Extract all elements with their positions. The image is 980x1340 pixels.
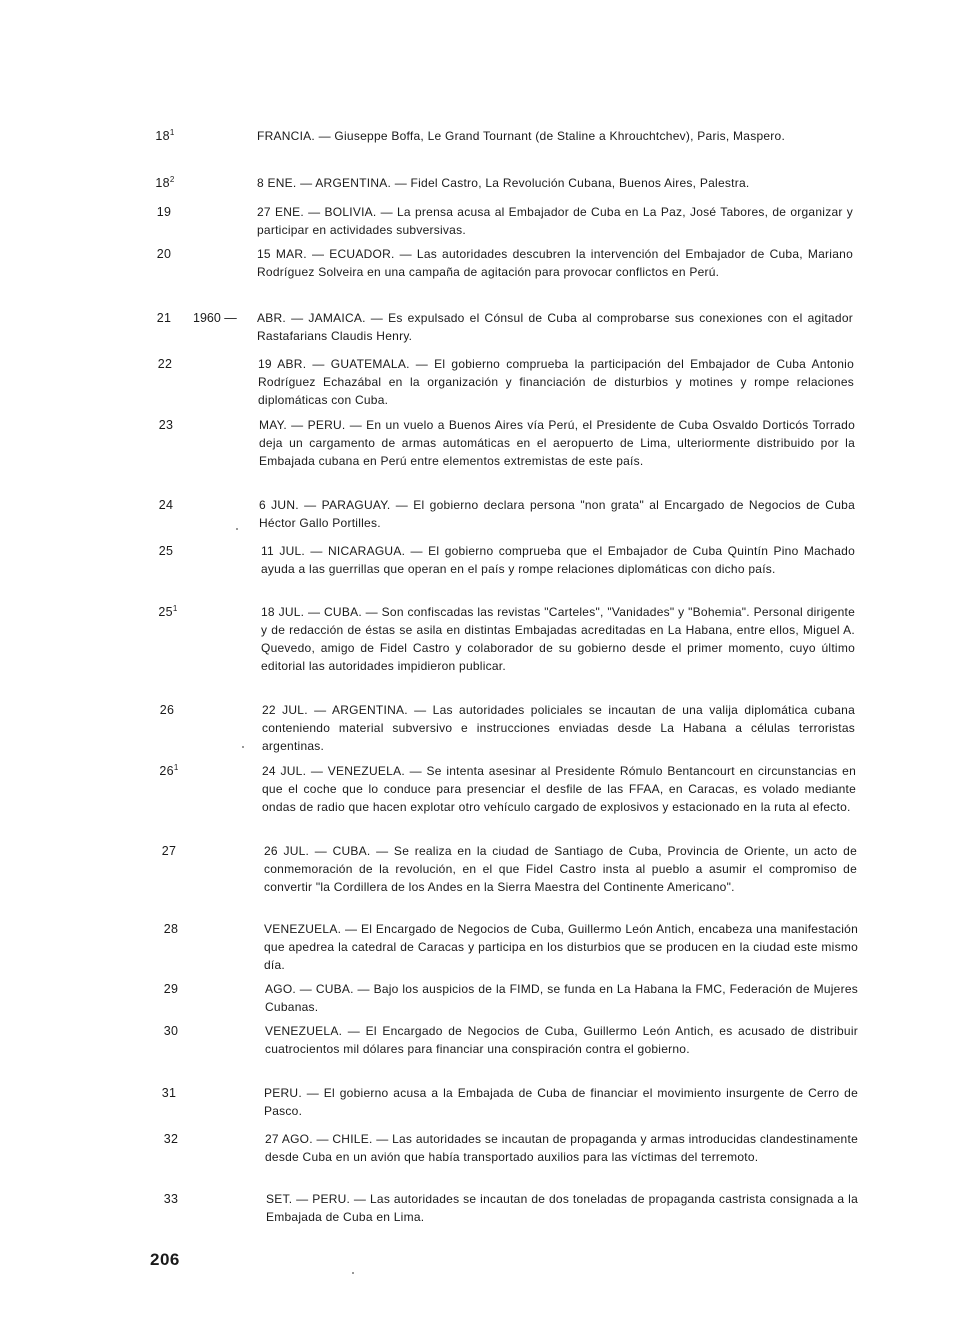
entry-text: 15 MAR. — ECUADOR. — Las autoridades descubren la intervención del Embajador de Cuba, Mariano Rodríguez Solveira en una campaña de agitación para provocar conflictos en Perú.: [257, 247, 853, 279]
entry-number: 25: [158, 544, 174, 558]
entry-year: 1960 —: [193, 311, 237, 325]
entry-text: FRANCIA. — Giuseppe Boffa, Le Grand Tournant (de Staline a Khrouchtchev), Paris, Maspero.: [257, 129, 786, 143]
entry-text: 26 JUL. — CUBA. — Se realiza en la ciudad de Santiago de Cuba, Provincia de Oriente, un acto de conmemoración de la revolución, en el que Fidel Castro insta al pueblo a asumir el compromiso de convertir "la Cordillera de los Andes en la Sierra Maestra del Continente Americano".: [264, 844, 857, 894]
entry-text: 19 ABR. — GUATEMALA. — El gobierno comprueba la participación del Embajador de Cuba Antonio Rodríguez Echazábal en la organización y financiación de disturbios y motines y rompe relaciones diplomáticas con Cuba.: [258, 357, 854, 407]
entry-number: 31: [161, 1086, 177, 1100]
entry-number: 24: [158, 498, 174, 512]
entry-text: PERU. — El gobierno acusa a la Embajada de Cuba de financiar el movimiento insurgente de Cerro de Pasco.: [264, 1086, 858, 1118]
entry-text: 24 JUL. — VENEZUELA. — Se intenta asesinar al Presidente Rómulo Bentancourt en circunstancias en que el coche que lo conduce para presenciar el desfile de las FFAA, en Caracas, es volado mediante ondas de radio que hacen explotar otro vehículo cargado de explosivos y estacionado en la ruta al efecto.: [262, 764, 856, 814]
entry-text: SET. — PERU. — Las autoridades se incautan de dos toneladas de propaganda castrista consignada a la Embajada de Cuba en Lima.: [266, 1192, 858, 1224]
scan-speck: [242, 746, 244, 748]
entry-number: 32: [163, 1132, 179, 1146]
entry-text: AGO. — CUBA. — Bajo los auspicios de la FIMD, se funda en La Habana la FMC, Federación de Mujeres Cubanas.: [265, 982, 858, 1014]
entry-number: 19: [156, 205, 172, 219]
entry-text: 8 ENE. — ARGENTINA. — Fidel Castro, La Revolución Cubana, Buenos Aires, Palestra.: [257, 176, 750, 190]
entry-number: 33: [163, 1192, 179, 1206]
entry-text: 27 ENE. — BOLIVIA. — La prensa acusa al Embajador de Cuba en La Paz, José Tabores, de organizar y participar en actividades subversivas.: [257, 205, 853, 237]
entry-number: $26^1$: [159, 762, 179, 778]
entry-number: $18^1$: [155, 127, 175, 143]
entry-text: ABR. — JAMAICA. — Es expulsado el Cónsul de Cuba al comprobarse sus conexiones con el agitador Rastafarians Claudis Henry.: [257, 311, 853, 343]
entry-number: $18^2$: [155, 174, 175, 190]
entry-text: MAY. — PERU. — En un vuelo a Buenos Aires vía Perú, el Presidente de Cuba Osvaldo Dorticós Torrado deja un cargamento de armas automáticas en el aeropuerto de Lima, ulteriormente distribuido por la Embajada cubana en Perú entre elementos extremistas de este país.: [259, 418, 855, 468]
page-number: 206: [150, 1250, 180, 1269]
scan-speck: [352, 1272, 354, 1274]
entry-text: 18 JUL. — CUBA. — Son confiscadas las revistas "Carteles", "Vanidades" y "Bohemia". Personal dirigente y de redacción de éstas se asila en distintas Embajadas acreditadas en La Habana, entre ellos, Miguel A. Quevedo, amigo de Fidel Castro y colaborador de su gobierno desde el primer momento, cuyo último editorial las autoridades impidieron publicar.: [261, 605, 855, 673]
entry-number: 21: [156, 311, 172, 325]
entry-text: VENEZUELA. — El Encargado de Negocios de Cuba, Guillermo León Antich, es acusado de distribuir cuatrocientos mil dólares para financiar una conspiración contra el gobierno.: [265, 1024, 858, 1056]
entry-text: 22 JUL. — ARGENTINA. — Las autoridades policiales se incautan de una valija diplomática cubana conteniendo material subversivo e instrucciones enviadas desde La Habana a células terroristas argentinas.: [262, 703, 855, 753]
entry-number: 22: [157, 357, 173, 371]
entry-text: 6 JUN. — PARAGUAY. — El gobierno declara persona "non grata" al Encargado de Negocios de Cuba Héctor Gallo Portilles.: [259, 498, 855, 530]
entry-number: $25^1$: [158, 603, 178, 619]
entry-text: VENEZUELA. — El Encargado de Negocios de Cuba, Guillermo León Antich, encabeza una manifestación que apedrea la catedral de Caracas y participa en los disturbios que se producen en la ciudad este mismo día.: [264, 922, 858, 972]
entry-text: 27 AGO. — CHILE. — Las autoridades se incautan de propaganda y armas introducidas clandestinamente desde Cuba en un avión que había transportado auxilios para las víctimas del terremoto.: [265, 1132, 858, 1164]
entry-number: 30: [163, 1024, 179, 1038]
entry-number: 29: [163, 982, 179, 996]
entry-number: 28: [163, 922, 179, 936]
entry-number: 26: [159, 703, 175, 717]
entry-text: 11 JUL. — NICARAGUA. — El gobierno comprueba que el Embajador de Cuba Quintín Pino Machado ayuda a las guerrillas que operan en el país y rompe relaciones diplomáticas con dicho país.: [261, 544, 855, 576]
entry-number: 27: [161, 844, 177, 858]
scan-speck: [236, 528, 238, 530]
entry-number: 23: [158, 418, 174, 432]
entry-number: 20: [156, 247, 172, 261]
